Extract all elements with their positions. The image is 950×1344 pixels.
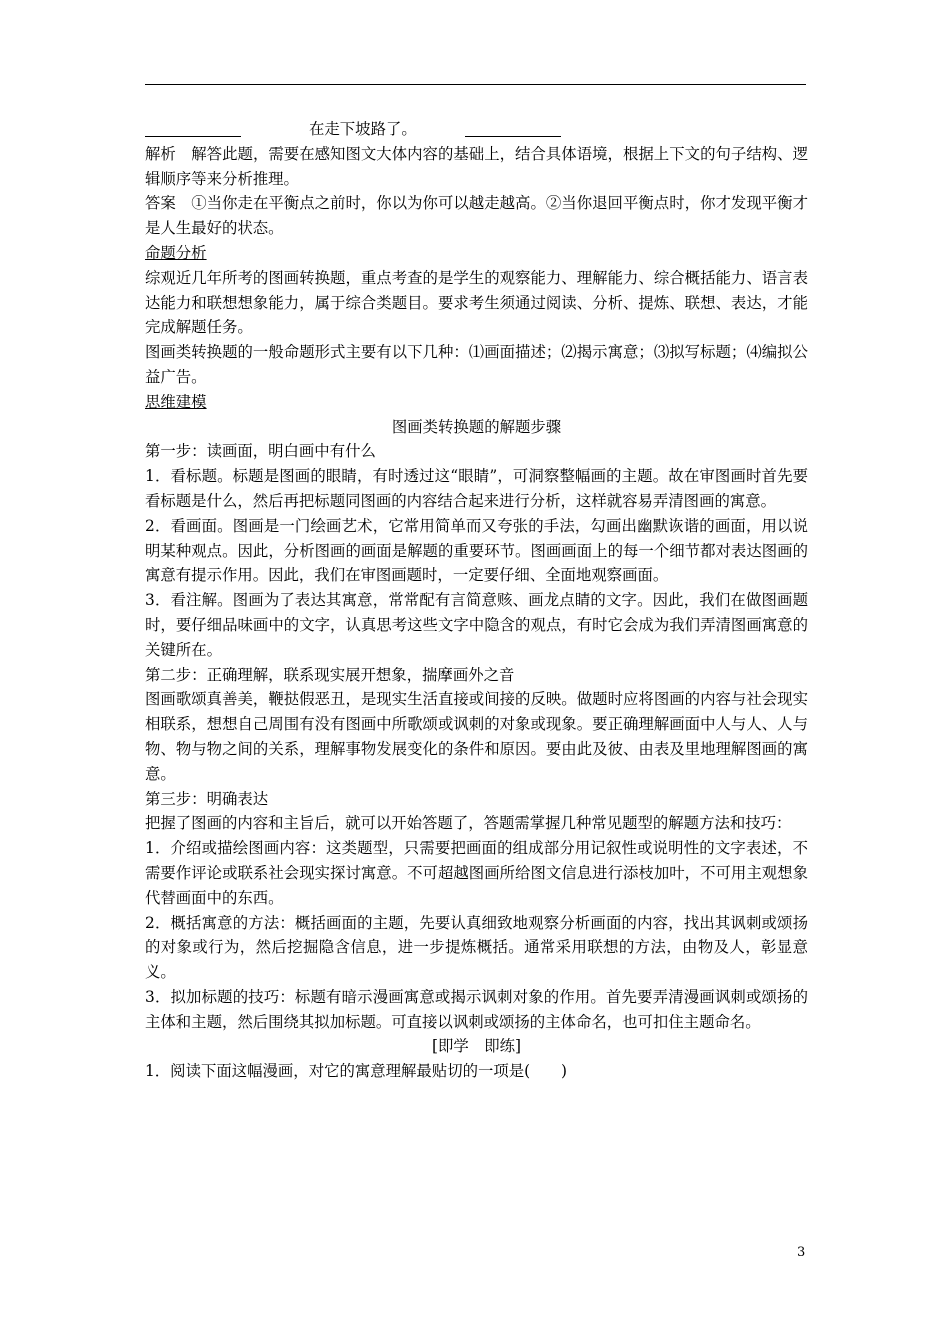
- fill-line-text: 在走下坡路了。: [309, 120, 417, 138]
- answer-label: 答案: [145, 194, 176, 213]
- step-2-paragraph: 图画歌颂真善美，鞭挞假恶丑，是现实生活直接或间接的反映。做题时应将图画的内容与社会现实相联系，想想自己周围有没有图画中所歌颂或讽刺的对象或现象。要正确理解画面中人与人、人与物、物与物之间的关系，理解事物发展变化的条件和原因。要由此及彼、由表及里地理解图画的寓意。: [145, 690, 808, 783]
- header-rule: [145, 84, 806, 85]
- modeling-heading: 思维建模: [145, 392, 207, 411]
- step-1-item-2: 2．看画面。图画是一门绘画艺术，它常用简单而又夸张的手法，勾画出幽默诙谐的画面，用以说明某种观点。因此，分析图画的画面是解题的重要环节。图画画面上的每一个细节都对表达图画的寓意有提示作用。因此，我们在审图画题时，一定要仔细、全面地观察画面。: [145, 516, 808, 585]
- answer-paragraph: [145, 191, 808, 241]
- step-3-item-2: 2．概括寓意的方法：概括画面的主题，先要认真细致地观察分析画面的内容，找出其讽刺或颂扬的对象或行为，然后挖掘隐含信息，进一步提炼概括。通常采用联想的方法，由物及人，彰显意义。: [145, 913, 808, 982]
- analysis-paragraph: [145, 142, 808, 192]
- modeling-title: 图画类转换题的解题步骤: [391, 417, 562, 436]
- proposition-heading: 命题分析: [145, 243, 207, 262]
- fill-in-line: [145, 117, 808, 142]
- step-2-heading: 第二步：正确理解，联系现实展开想象，揣摩画外之音: [145, 665, 515, 684]
- answer-blank-2: [465, 122, 561, 137]
- step-1-item-1: 1．看标题。标题是图画的眼睛，有时透过这“眼睛”，可洞察整幅画的主题。故在审图画时首先要看标题是什么，然后再把标题同图画的内容结合起来进行分析，这样就容易弄清图画的寓意。: [145, 467, 808, 510]
- step-3-item-3: 3．拟加标题的技巧：标题有暗示漫画寓意或揭示讽刺对象的作用。首先要弄清漫画讽刺或颂扬的主体和主题，然后围绕其拟加标题。可直接以讽刺或颂扬的主体命名，也可扣住主题命名。: [145, 987, 808, 1031]
- practice-heading: [即学 即练]: [432, 1037, 521, 1056]
- analysis-label: 解析: [145, 144, 176, 163]
- step-1-heading: 第一步：读画面，明白画中有什么: [145, 442, 376, 461]
- step-3-paragraph: 把握了图画的内容和主旨后，就可以开始答题了，答题需掌握几种常见题型的解题方法和技巧：: [145, 814, 792, 833]
- step-1-item-3: 3．看注解。图画为了表达其寓意，常常配有言简意赅、画龙点睛的文字。因此，我们在做图画题时，要仔细品味画中的文字，认真思考这些文字中隐含的观点，有时它会成为我们弄清图画寓意的关键所在。: [145, 591, 808, 659]
- question-1: 1．阅读下面这幅漫画，对它的寓意理解最贴切的一项是( ): [145, 1062, 567, 1081]
- answer-text: ①当你走在平衡点之前时，你以为你可以越走越高。②当你退回平衡点时，你才发现平衡才是人生最好的状态。: [145, 194, 808, 238]
- page-number: 3: [797, 1245, 806, 1260]
- step-3-heading: 第三步：明确表达: [145, 789, 269, 808]
- answer-blank-1: [145, 122, 241, 137]
- page-content: [145, 117, 808, 1084]
- analysis-text: 解答此题，需要在感知图文大体内容的基础上，结合具体语境，根据上下文的句子结构、逻辑顺序等来分析推理。: [145, 144, 808, 188]
- proposition-paragraph-1: 综观近几年所考的图画转换题，重点考查的是学生的观察能力、理解能力、综合概括能力、语言表达能力和联想想象能力，属于综合类题目。要求考生须通过阅读、分析、提炼、联想、表达，才能完成解题任务。: [145, 268, 808, 337]
- step-3-item-1: 1．介绍或描绘图画内容：这类题型，只需要把画面的组成部分用记叙性或说明性的文字表述，不需要作评论或联系社会现实探讨寓意。不可超越图画所给图文信息进行添枝加叶，不可用主观想象代替画面中的东西。: [145, 839, 808, 907]
- proposition-paragraph-2: 图画类转换题的一般命题形式主要有以下几种：⑴画面描述；⑵揭示寓意；⑶拟写标题；⑷编拟公益广告。: [145, 343, 808, 386]
